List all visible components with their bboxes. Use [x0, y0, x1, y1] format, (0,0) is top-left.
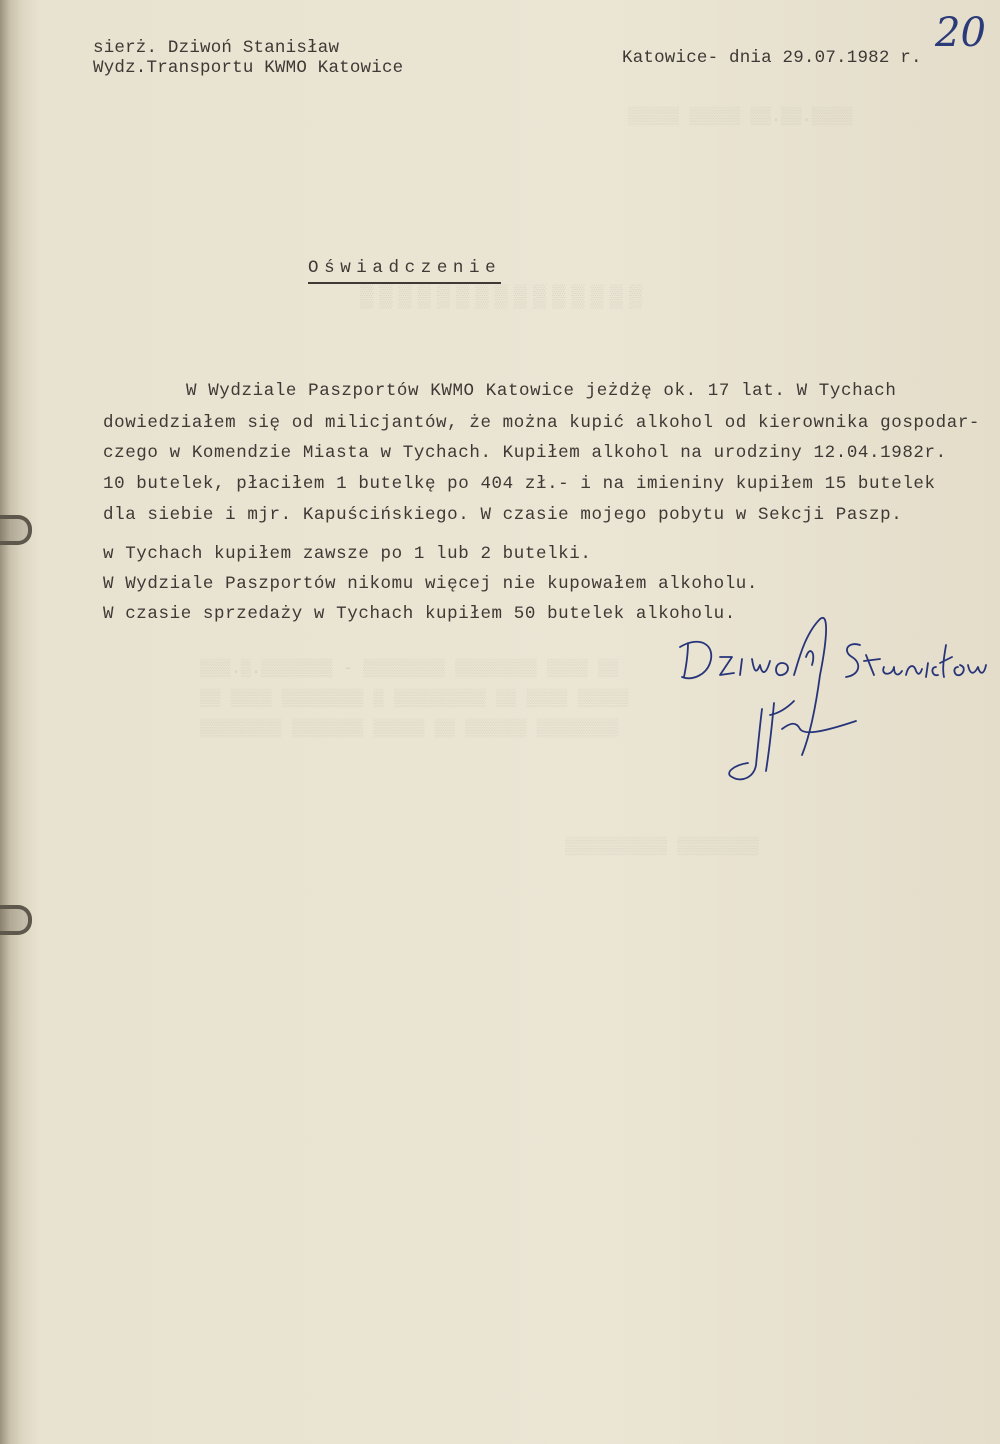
handwritten-signature	[670, 605, 990, 795]
bleed-through-text: ▒▒▒▒▒ ▒▒▒▒▒ ▒▒.▒▒.▒▒▒▒	[628, 108, 853, 127]
body-line: w Tychach kupiłem zawsze po 1 lub 2 butelki.	[103, 544, 592, 564]
binder-ring	[0, 905, 32, 935]
body-line: dowiedziałem się od milicjantów, że można kupić alkohol od kierownika gospodar-	[103, 413, 981, 433]
page-number: 20	[935, 10, 986, 56]
bleed-through-title: ▒▒▒▒▒▒▒▒▒▒▒▒▒▒▒	[360, 285, 649, 310]
author-department: Wydz.Transportu KWMO Katowice	[93, 58, 404, 78]
body-line: W czasie sprzedaży w Tychach kupiłem 50 butelek alkoholu.	[103, 604, 736, 624]
bleed-through-text: ▒▒▒▒▒▒▒▒ ▒▒▒▒▒▒▒ ▒▒▒▒▒ ▒▒ ▒▒▒▒▒▒ ▒▒▒▒▒▒▒▒	[200, 720, 619, 739]
body-line: czego w Komendzie Miasta w Tychach. Kupiłem alkohol na urodziny 12.04.1982r.	[103, 443, 947, 463]
bleed-through-text: ▒▒▒▒▒▒▒▒▒▒ ▒▒▒▒▒▒▒▒	[565, 838, 759, 857]
body-line: 10 butelek, płaciłem 1 butelkę po 404 zł.- i na imieniny kupiłem 15 butelek	[103, 474, 936, 494]
document-title: Oświadczenie	[308, 258, 501, 284]
body-line: W Wydziale Paszportów KWMO Katowice jeżdżę ok. 17 lat. W Tychach	[186, 381, 897, 401]
bleed-through-text: ▒▒ ▒▒▒▒ ▒▒▒▒▒▒▒▒ ▒ ▒▒▒▒▒▒▒▒▒ ▒▒ ▒▒▒▒ ▒▒▒▒▒	[200, 690, 629, 709]
place-and-date: Katowice- dnia 29.07.1982 r.	[622, 48, 922, 68]
bleed-through-text: ▒▒▒.▒.▒▒▒▒▒▒▒ - ▒▒▒▒▒▒▒▒ ▒▒▒▒▒▒▒▒ ▒▒▒▒ ▒▒	[200, 660, 619, 679]
binder-ring	[0, 515, 32, 545]
author-rank-name: sierż. Dziwoń Stanisław	[93, 38, 340, 58]
body-line: W Wydziale Paszportów nikomu więcej nie kupowałem alkoholu.	[103, 574, 759, 594]
body-line: dla siebie i mjr. Kapuścińskiego. W czasie mojego pobytu w Sekcji Paszp.	[103, 505, 903, 525]
